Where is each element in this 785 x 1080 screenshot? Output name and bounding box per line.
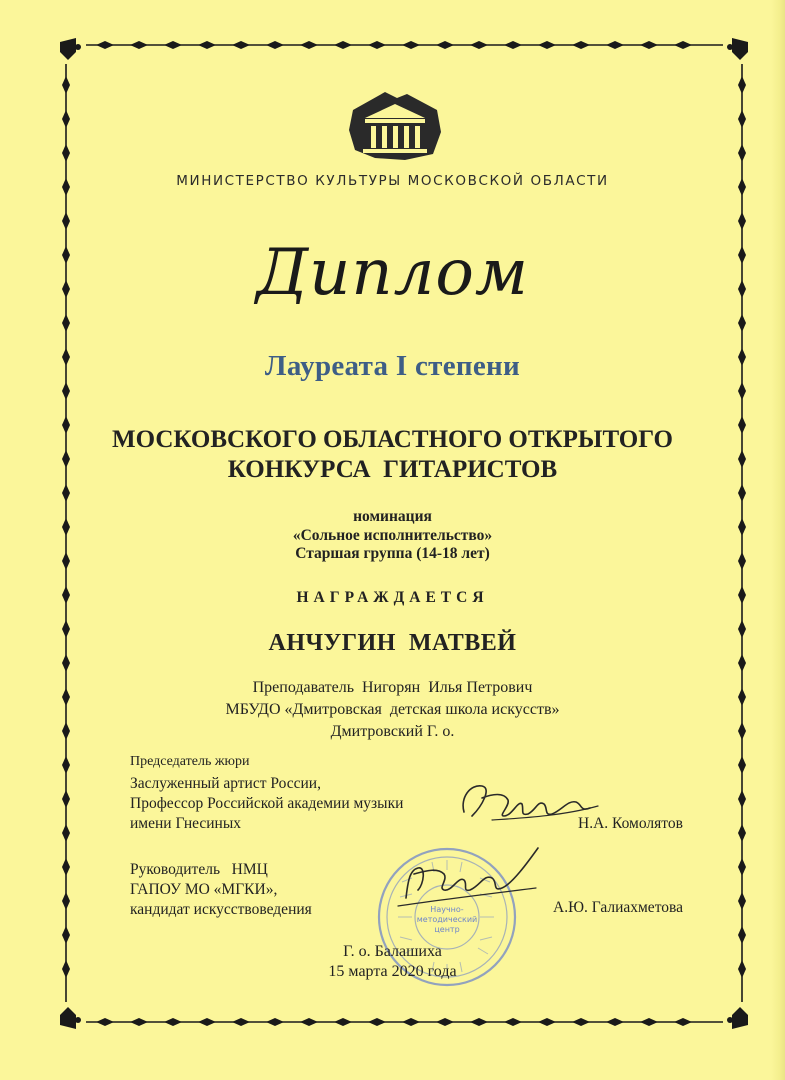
frame-diamond: [368, 1018, 386, 1026]
frame-diamond: [402, 41, 420, 49]
head-signature: [388, 840, 548, 920]
frame-diamond: [738, 212, 746, 230]
nomination-block: [0, 508, 785, 564]
issue-city: Г. о. Балашиха: [343, 943, 442, 960]
frame-diamond: [640, 1018, 658, 1026]
corner-ornament-bottom-right: [727, 1007, 748, 1029]
contest-name: [0, 425, 785, 485]
frame-diamond: [62, 110, 70, 128]
frame-diamond: [62, 824, 70, 842]
frame-diamond: [62, 76, 70, 94]
frame-diamond: [738, 756, 746, 774]
frame-diamond: [738, 824, 746, 842]
frame-diamond: [470, 1018, 488, 1026]
frame-diamond: [674, 1018, 692, 1026]
jury-title-line-3: имени Гнесиных: [130, 815, 242, 832]
head-title-line-2: ГАПОУ МО «МГКИ»,: [130, 881, 278, 898]
head-title-line-1: Руководитель НМЦ: [130, 861, 268, 878]
age-group: Старшая группа (14-18 лет): [295, 545, 490, 562]
frame-diamond: [738, 790, 746, 808]
corner-ornament-bottom-left: [60, 1007, 81, 1029]
diploma-title: Диплом: [256, 236, 529, 310]
head-title-block: [130, 860, 312, 920]
frame-diamond: [436, 1018, 454, 1026]
frame-diamond: [62, 382, 70, 400]
issue-place-date: [0, 942, 785, 982]
frame-diamond: [538, 41, 556, 49]
stamp-text-1: Научно-: [430, 905, 464, 914]
awarded-heading: НАГРАЖДАЕТСЯ: [296, 589, 489, 606]
ministry-name: МИНИСТЕРСТВО КУЛЬТУРЫ МОСКОВСКОЙ ОБЛАСТИ: [176, 173, 609, 189]
frame-diamond: [232, 41, 250, 49]
frame-diamond: [198, 41, 216, 49]
frame-diamond: [62, 144, 70, 162]
frame-diamond: [538, 1018, 556, 1026]
frame-diamond: [572, 1018, 590, 1026]
frame-diamond: [62, 756, 70, 774]
frame-diamond: [504, 1018, 522, 1026]
jury-title-line-2: Профессор Российской академии музыки: [130, 795, 404, 812]
frame-diamond: [232, 1018, 250, 1026]
district-name: Дмитровский Г. о.: [330, 723, 455, 740]
frame-diamond: [334, 1018, 352, 1026]
nomination-name: «Сольное исполнительство»: [292, 526, 493, 544]
frame-diamond: [300, 41, 318, 49]
contest-name-line-2: КОНКУРСА ГИТАРИСТОВ: [227, 456, 558, 483]
frame-diamond: [96, 41, 114, 49]
frame-diamond: [334, 41, 352, 49]
frame-diamond: [130, 1018, 148, 1026]
frame-diamond: [572, 41, 590, 49]
head-title-line-3: кандидат искусствоведения: [130, 901, 312, 918]
frame-diamond: [738, 144, 746, 162]
frame-diamond: [62, 212, 70, 230]
frame-diamond: [738, 110, 746, 128]
frame-diamond: [164, 1018, 182, 1026]
jury-signatory: Н.А. Комолятов: [578, 815, 683, 832]
frame-diamond: [640, 41, 658, 49]
frame-diamond: [62, 790, 70, 808]
teacher-name: Преподаватель Нигорян Илья Петрович: [252, 679, 533, 696]
frame-diamond: [62, 858, 70, 876]
frame-diamond: [504, 41, 522, 49]
frame-diamond: [738, 382, 746, 400]
winner-name: АНЧУГИН МАТВЕЙ: [268, 630, 517, 656]
head-signatory: А.Ю. Галиахметова: [553, 899, 684, 916]
jury-title-block: [130, 774, 403, 834]
frame-diamond: [62, 314, 70, 332]
frame-diamond: [436, 41, 454, 49]
frame-diamond: [674, 41, 692, 49]
frame-diamond: [62, 892, 70, 910]
school-name: МБУДО «Дмитровская детская школа искусств»: [225, 701, 560, 718]
frame-diamond: [738, 892, 746, 910]
frame-diamond: [198, 1018, 216, 1026]
frame-diamond: [402, 1018, 420, 1026]
frame-diamond: [96, 1018, 114, 1026]
frame-diamond: [300, 1018, 318, 1026]
frame-diamond: [738, 484, 746, 502]
frame-diamond: [606, 1018, 624, 1026]
jury-signature: [452, 776, 602, 836]
frame-diamond: [368, 41, 386, 49]
frame-diamond: [266, 1018, 284, 1026]
jury-title-line-1: Заслуженный артист России,: [130, 775, 321, 792]
frame-diamond: [738, 314, 746, 332]
frame-diamond: [470, 41, 488, 49]
jury-heading: Председатель жюри: [130, 754, 250, 769]
stamp-text-3: центр: [434, 925, 460, 934]
laureate-degree: Лауреата I степени: [264, 350, 521, 382]
frame-diamond: [266, 41, 284, 49]
ministry-building-icon: [345, 88, 445, 162]
frame-diamond: [738, 858, 746, 876]
frame-diamond: [62, 484, 70, 502]
corner-ornament-top-right: [727, 38, 748, 60]
issue-date: 15 марта 2020 года: [328, 963, 457, 980]
frame-diamond: [164, 41, 182, 49]
corner-ornament-top-left: [60, 38, 81, 60]
teacher-block: [0, 677, 785, 743]
frame-diamond: [606, 41, 624, 49]
frame-diamond: [130, 41, 148, 49]
stamp-text-2: методический: [416, 915, 478, 924]
nomination-label: номинация: [353, 508, 432, 525]
frame-diamond: [738, 76, 746, 94]
contest-name-line-1: МОСКОВСКОГО ОБЛАСТНОГО ОТКРЫТОГО: [112, 426, 673, 453]
